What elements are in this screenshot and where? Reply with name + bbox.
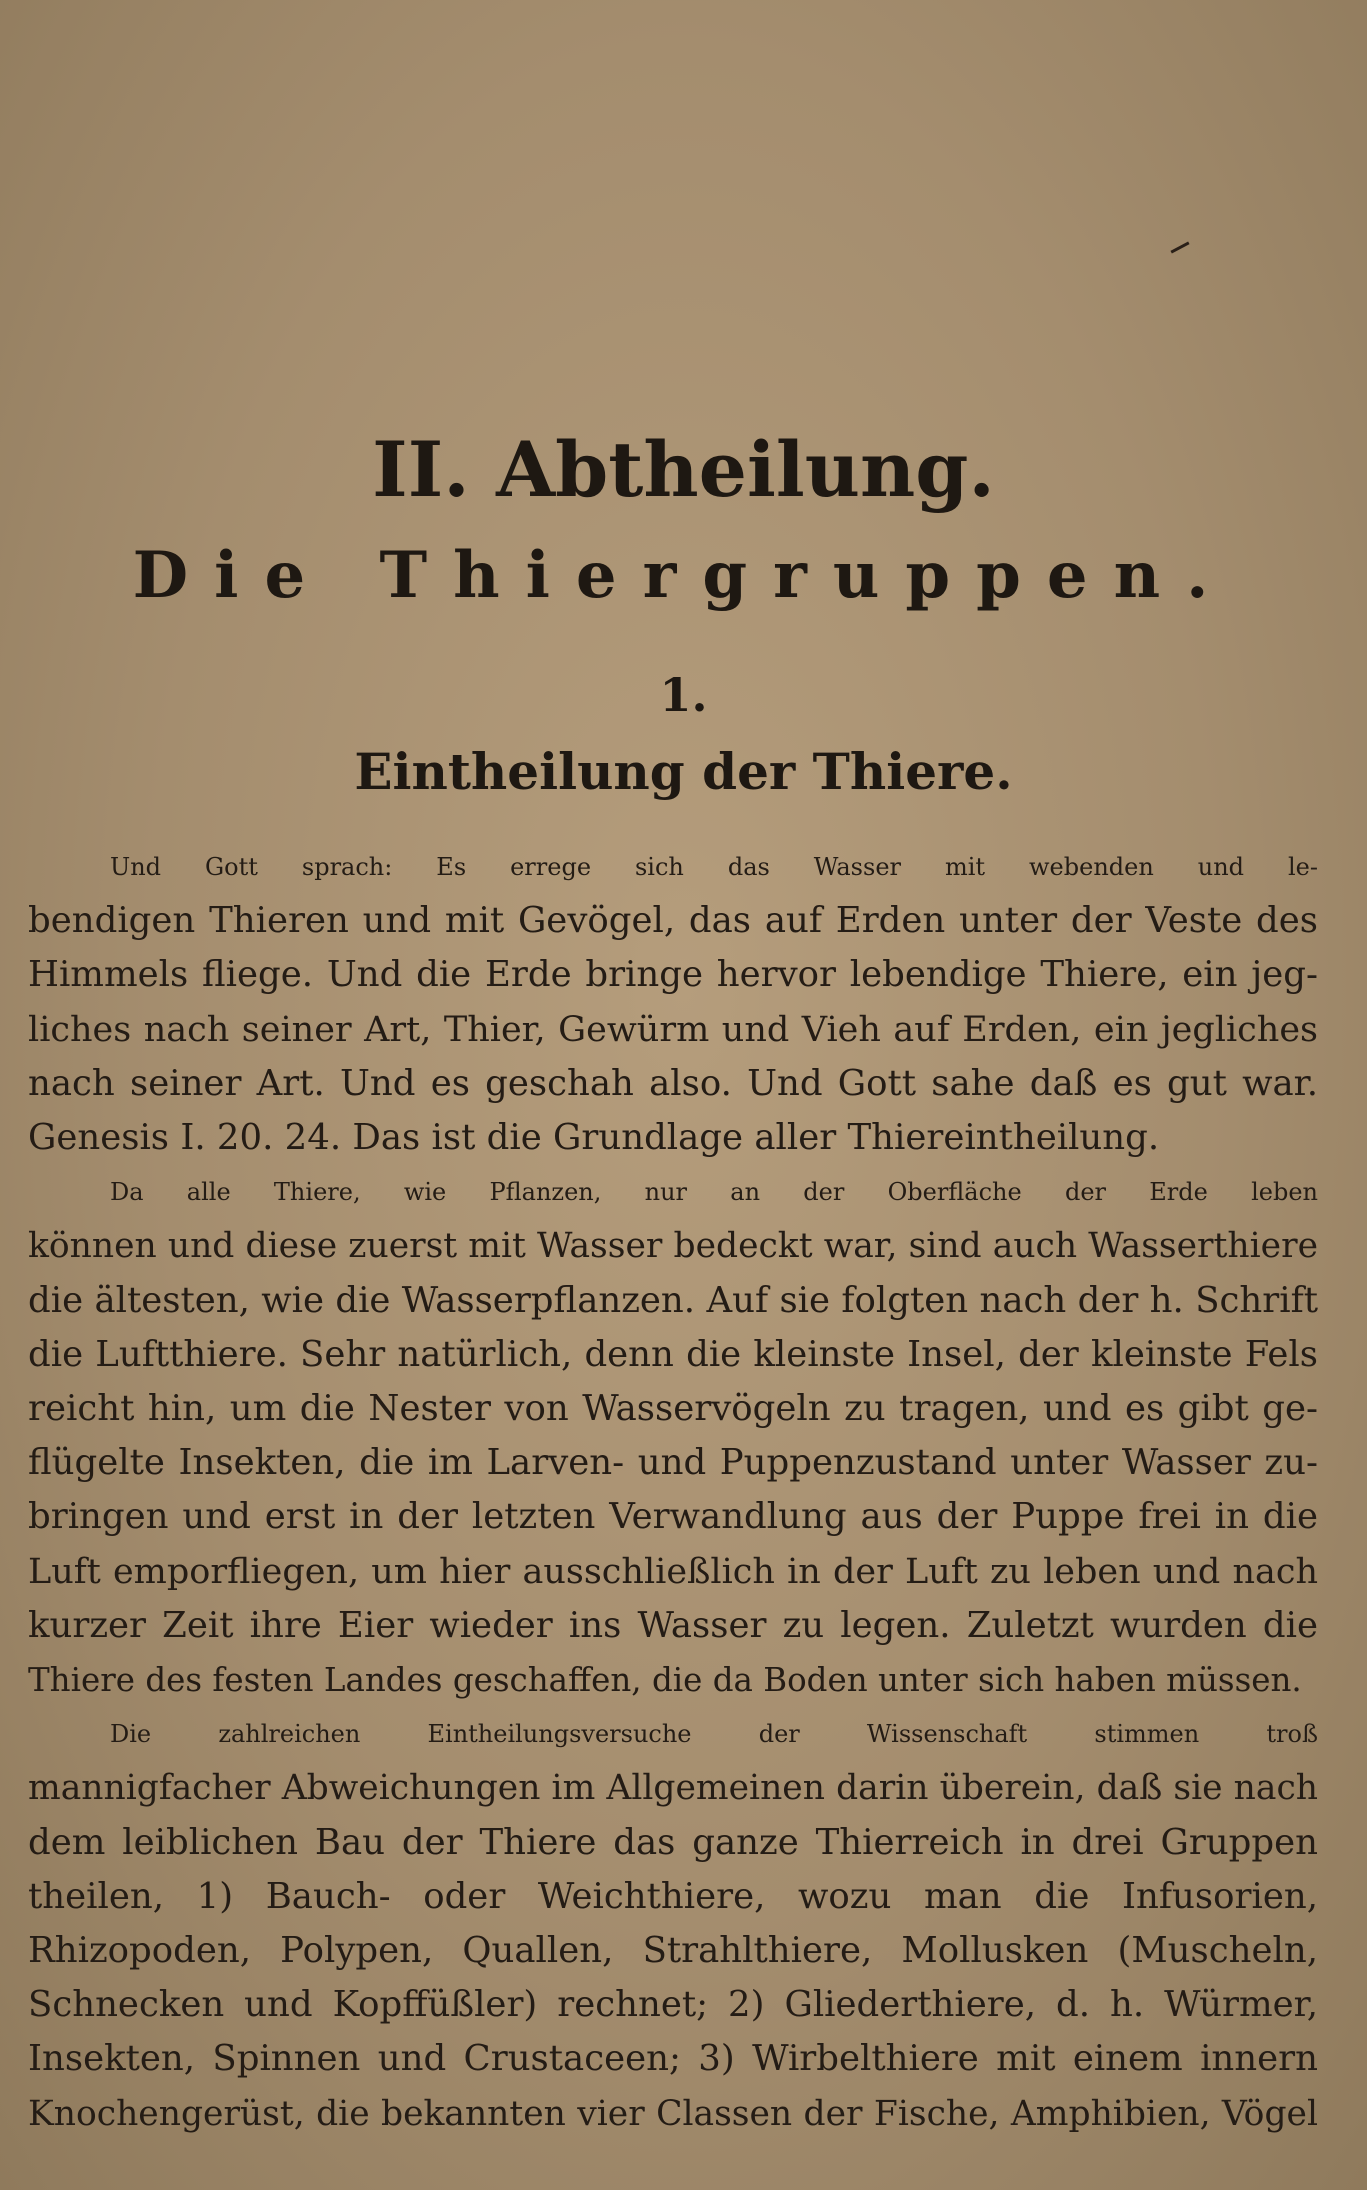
paragraph-3 bbox=[28, 1707, 1318, 2141]
text-line: Genesis I. 20. 24. Das ist die Grundlage aller Thiereintheilung. bbox=[28, 1117, 1160, 1159]
text-line: theilen, 1) Bauch- oder Weichthiere, wozu man die Infusorien, bbox=[28, 1875, 1318, 1917]
text-line: Die zahlreichen Eintheilungsversuche der Wissenschaft stimmen troß bbox=[110, 1720, 1318, 1749]
text-line: Luft emporfliegen, um hier ausschließlich in der Luft zu leben und nach bbox=[28, 1551, 1318, 1592]
body-text bbox=[28, 840, 1318, 2141]
ink-mark bbox=[1170, 241, 1189, 253]
text-line: die Luftthiere. Sehr natürlich, denn die kleinste Insel, der kleinste Fels bbox=[28, 1333, 1318, 1375]
text-line: Himmels fliege. Und die Erde bringe hervor lebendige Thiere, ein jeg- bbox=[28, 954, 1318, 996]
text-line: können und diese zuerst mit Wasser bedeckt war, sind auch Wasserthiere bbox=[28, 1226, 1318, 1267]
text-line: bendigen Thieren und mit Gevögel, das auf Erden unter der Veste des bbox=[28, 900, 1318, 942]
chapter-title: Eintheilung der Thiere. bbox=[354, 742, 1013, 801]
text-line: die ältesten, wie die Wasserpflanzen. Auf sie folgten nach der h. Schrift bbox=[28, 1279, 1318, 1321]
text-line: Schnecken und Kopffüßler) rechnet; 2) Gliederthiere, d. h. Würmer, bbox=[28, 1984, 1318, 2026]
text-line: Da alle Thiere, wie Pflanzen, nur an der Oberfläche der Erde leben bbox=[110, 1178, 1318, 1207]
text-line: nach seiner Art. Und es geschah also. Und Gott sahe daß es gut war. bbox=[28, 1062, 1318, 1104]
text-line: mannigfacher Abweichungen im Allgemeinen darin überein, daß sie nach bbox=[28, 1768, 1318, 1809]
text-line: Rhizopoden, Polypen, Quallen, Strahlthiere, Mollusken (Muscheln, bbox=[28, 1930, 1318, 1972]
paragraph-1 bbox=[28, 840, 1318, 1165]
text-line: kurzer Zeit ihre Eier wieder ins Wasser zu legen. Zuletzt wurden die bbox=[28, 1604, 1318, 1646]
text-line: Thiere des festen Landes geschaffen, die da Boden unter sich haben müssen. bbox=[28, 1661, 1302, 1700]
chapter-number: 1. bbox=[659, 668, 708, 722]
text-line: flügelte Insekten, die im Larven- und Puppenzustand unter Wasser zu- bbox=[28, 1442, 1318, 1484]
paragraph-2 bbox=[28, 1165, 1318, 1707]
text-line: Und Gott sprach: Es errege sich das Wasser mit webenden und le- bbox=[110, 853, 1318, 881]
text-line: Knochengerüst, die bekannten vier Classen der Fische, Amphibien, Vögel bbox=[28, 2093, 1318, 2134]
text-line: dem leiblichen Bau der Thiere das ganze Thierreich in drei Gruppen bbox=[28, 1821, 1318, 1863]
text-line: liches nach seiner Art, Thier, Gewürm und Vieh auf Erden, ein jegliches bbox=[28, 1009, 1318, 1050]
text-line: bringen und erst in der letzten Verwandlung aus der Puppe frei in die bbox=[28, 1496, 1318, 1538]
text-line: reicht hin, um die Nester von Wasservögeln zu tragen, und es gibt ge- bbox=[28, 1388, 1318, 1430]
text-line: Insekten, Spinnen und Crustaceen; 3) Wirbelthiere mit einem innern bbox=[28, 2038, 1318, 2080]
section-subheading: Die Thiergruppen. bbox=[132, 538, 1235, 613]
section-heading: II. Abtheilung. bbox=[372, 425, 995, 514]
